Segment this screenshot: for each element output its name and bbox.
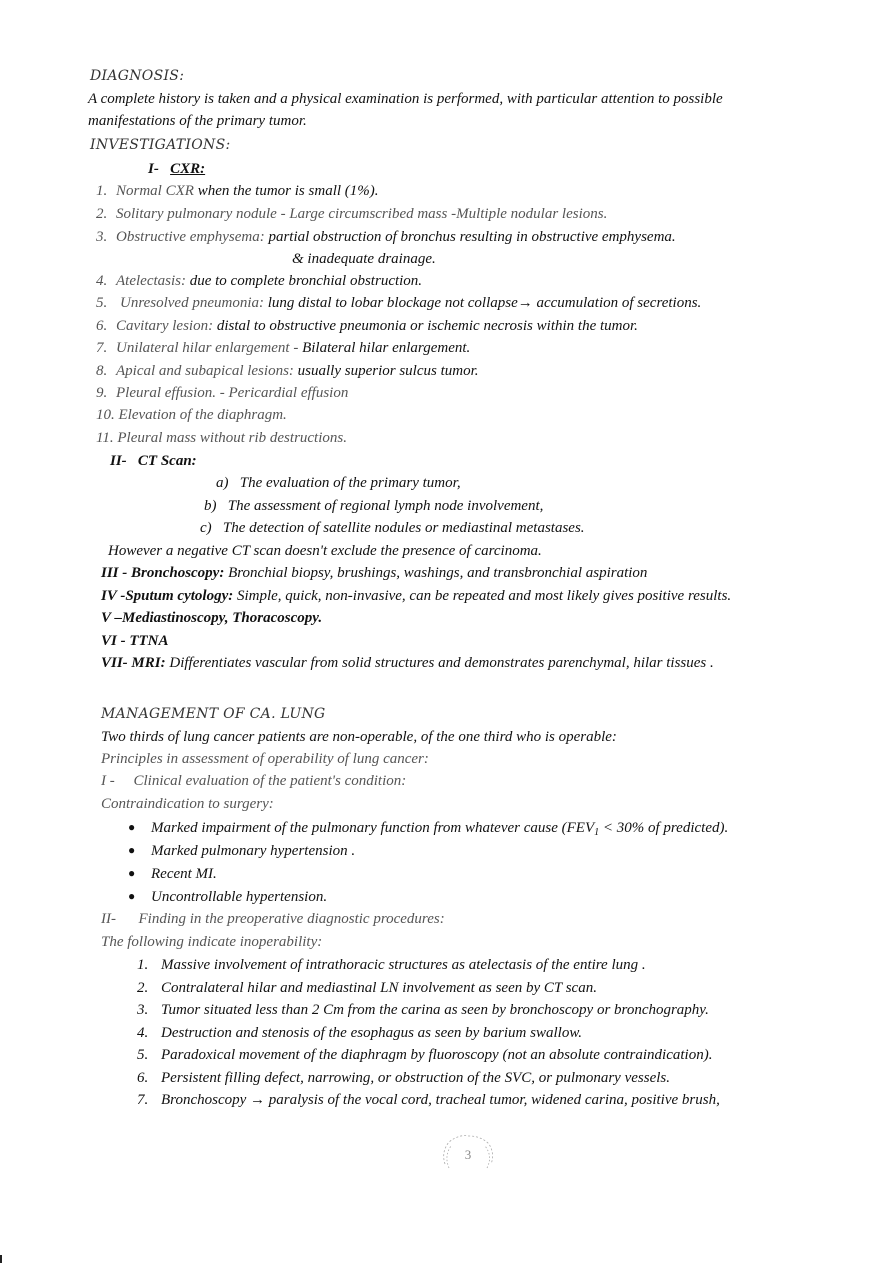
ct-section-title xyxy=(110,451,197,471)
principles-heading: Principles in assessment of operability of lung cancer: xyxy=(101,751,429,767)
cxr-item: 3. Obstructive emphysema: partial obstruction of bronchus resulting in obstructive emphysema. xyxy=(96,229,676,245)
bullet-icon: ● xyxy=(128,843,136,857)
cxr-item: 6. Cavitary lesion: distal to obstructive pneumonia or ischemic necrosis within the tumor. xyxy=(96,318,638,334)
cxr-item: 7. Unilateral hilar enlargement - Bilateral hilar enlargement. xyxy=(96,340,471,356)
cxr-item: 4. Atelectasis: due to complete bronchial obstruction. xyxy=(96,273,423,289)
inoperability-item: 2. Contralateral hilar and mediastinal LN involvement as seen by CT scan. xyxy=(137,980,597,996)
inoperability-item: 1. Massive involvement of intrathoracic structures as atelectasis of the entire lung . xyxy=(137,957,646,973)
contraindication-item: Marked impairment of the pulmonary function from whatever cause ($FEV_1 < 30\%$ of predicted). xyxy=(151,820,729,838)
ct-item: b) The assessment of regional lymph node involvement, xyxy=(204,498,544,514)
cxr-item-continuation: & inadequate drainage. xyxy=(292,251,436,267)
inoperability-item: 6. Persistent filling defect, narrowing, or obstruction of the SVC, or pulmonary vessels. xyxy=(137,1070,670,1086)
ct-item: c) The detection of satellite nodules or mediastinal metastases. xyxy=(200,520,585,536)
contraindication-heading: Contraindication to surgery: xyxy=(101,796,274,812)
cxr-item: 8. Apical and subapical lesions: usually superior sulcus tumor. xyxy=(96,363,479,379)
cxr-item: 1. Normal CXR when the tumor is small (1%). xyxy=(96,183,379,199)
ct-note: However a negative CT scan doesn't exclude the presence of carcinoma. xyxy=(108,543,542,559)
page-number xyxy=(439,1134,497,1174)
investigation-item: V –Mediastinoscopy, Thoracoscopy. xyxy=(101,610,323,626)
bullet-icon: ● xyxy=(128,866,136,880)
page-number-text: 3 xyxy=(464,1147,472,1162)
inoperability-item: 3. Tumor situated less than 2 Cm from the carina as seen by bronchoscopy or bronchography. xyxy=(137,1002,709,1018)
diagnosis-text-line-2: manifestations of the primary tumor. xyxy=(88,113,307,129)
cxr-section-title xyxy=(148,159,205,179)
diagnosis-text-line-1: A complete history is taken and a physical examination is performed, with particular attention to possible xyxy=(88,91,723,107)
cxr-item: 10. Elevation of the diaphragm. xyxy=(96,407,287,423)
inoperability-item: 7. Bronchoscopy → paralysis of the vocal cord, tracheal tumor, widened carina, positive brush, xyxy=(137,1092,720,1108)
finding-heading: II- Finding in the preoperative diagnostic procedures: xyxy=(101,911,445,927)
investigation-item: VI - TTNA xyxy=(101,633,169,649)
contraindication-item: Marked pulmonary hypertension . xyxy=(151,843,356,859)
inoperability-item: 5. Paradoxical movement of the diaphragm by fluoroscopy (not an absolute contraindication). xyxy=(137,1047,713,1063)
cxr-item: 11. Pleural mass without rib destructions. xyxy=(96,430,347,446)
clinical-evaluation: I - Clinical evaluation of the patient's condition: xyxy=(101,773,407,789)
contraindication-item: Recent MI. xyxy=(151,866,217,882)
diagnosis-heading: DIAGNOSIS: xyxy=(90,68,185,84)
investigations-heading: INVESTIGATIONS: xyxy=(90,137,231,153)
scan-edge-mark xyxy=(0,1255,2,1263)
management-heading: MANAGEMENT OF CA. LUNG xyxy=(101,706,326,722)
bullet-icon: ● xyxy=(128,889,136,903)
contraindication-item: Uncontrollable hypertension. xyxy=(151,889,328,905)
bullet-icon: ● xyxy=(128,820,136,834)
cxr-numeral: I- xyxy=(148,161,159,177)
investigation-item: VII- MRI: Differentiates vascular from solid structures and demonstrates parenchymal, hilar tissues . xyxy=(101,655,714,671)
ct-item: a) The evaluation of the primary tumor, xyxy=(216,475,461,491)
ct-numeral: II- xyxy=(110,453,127,469)
inoperability-heading: The following indicate inoperability: xyxy=(101,934,323,950)
cxr-item: 9. Pleural effusion. - Pericardial effusion xyxy=(96,385,349,401)
ct-title: CT Scan: xyxy=(137,453,197,469)
investigation-item: IV -Sputum cytology: Simple, quick, non-invasive, can be repeated and most likely gives positive results. xyxy=(101,588,732,604)
cxr-item: 5. Unresolved pneumonia: lung distal to lobar blockage not collapse→ accumulation of secretions. xyxy=(96,295,702,311)
inoperability-item: 4. Destruction and stenosis of the esophagus as seen by barium swallow. xyxy=(137,1025,582,1041)
cxr-title: CXR: xyxy=(170,161,206,177)
investigation-item: III - Bronchoscopy: Bronchial biopsy, brushings, washings, and transbronchial aspiration xyxy=(101,565,648,581)
management-intro: Two thirds of lung cancer patients are non-operable, of the one third who is operable: xyxy=(101,729,617,745)
cxr-item: 2. Solitary pulmonary nodule - Large circumscribed mass -Multiple nodular lesions. xyxy=(96,206,608,222)
